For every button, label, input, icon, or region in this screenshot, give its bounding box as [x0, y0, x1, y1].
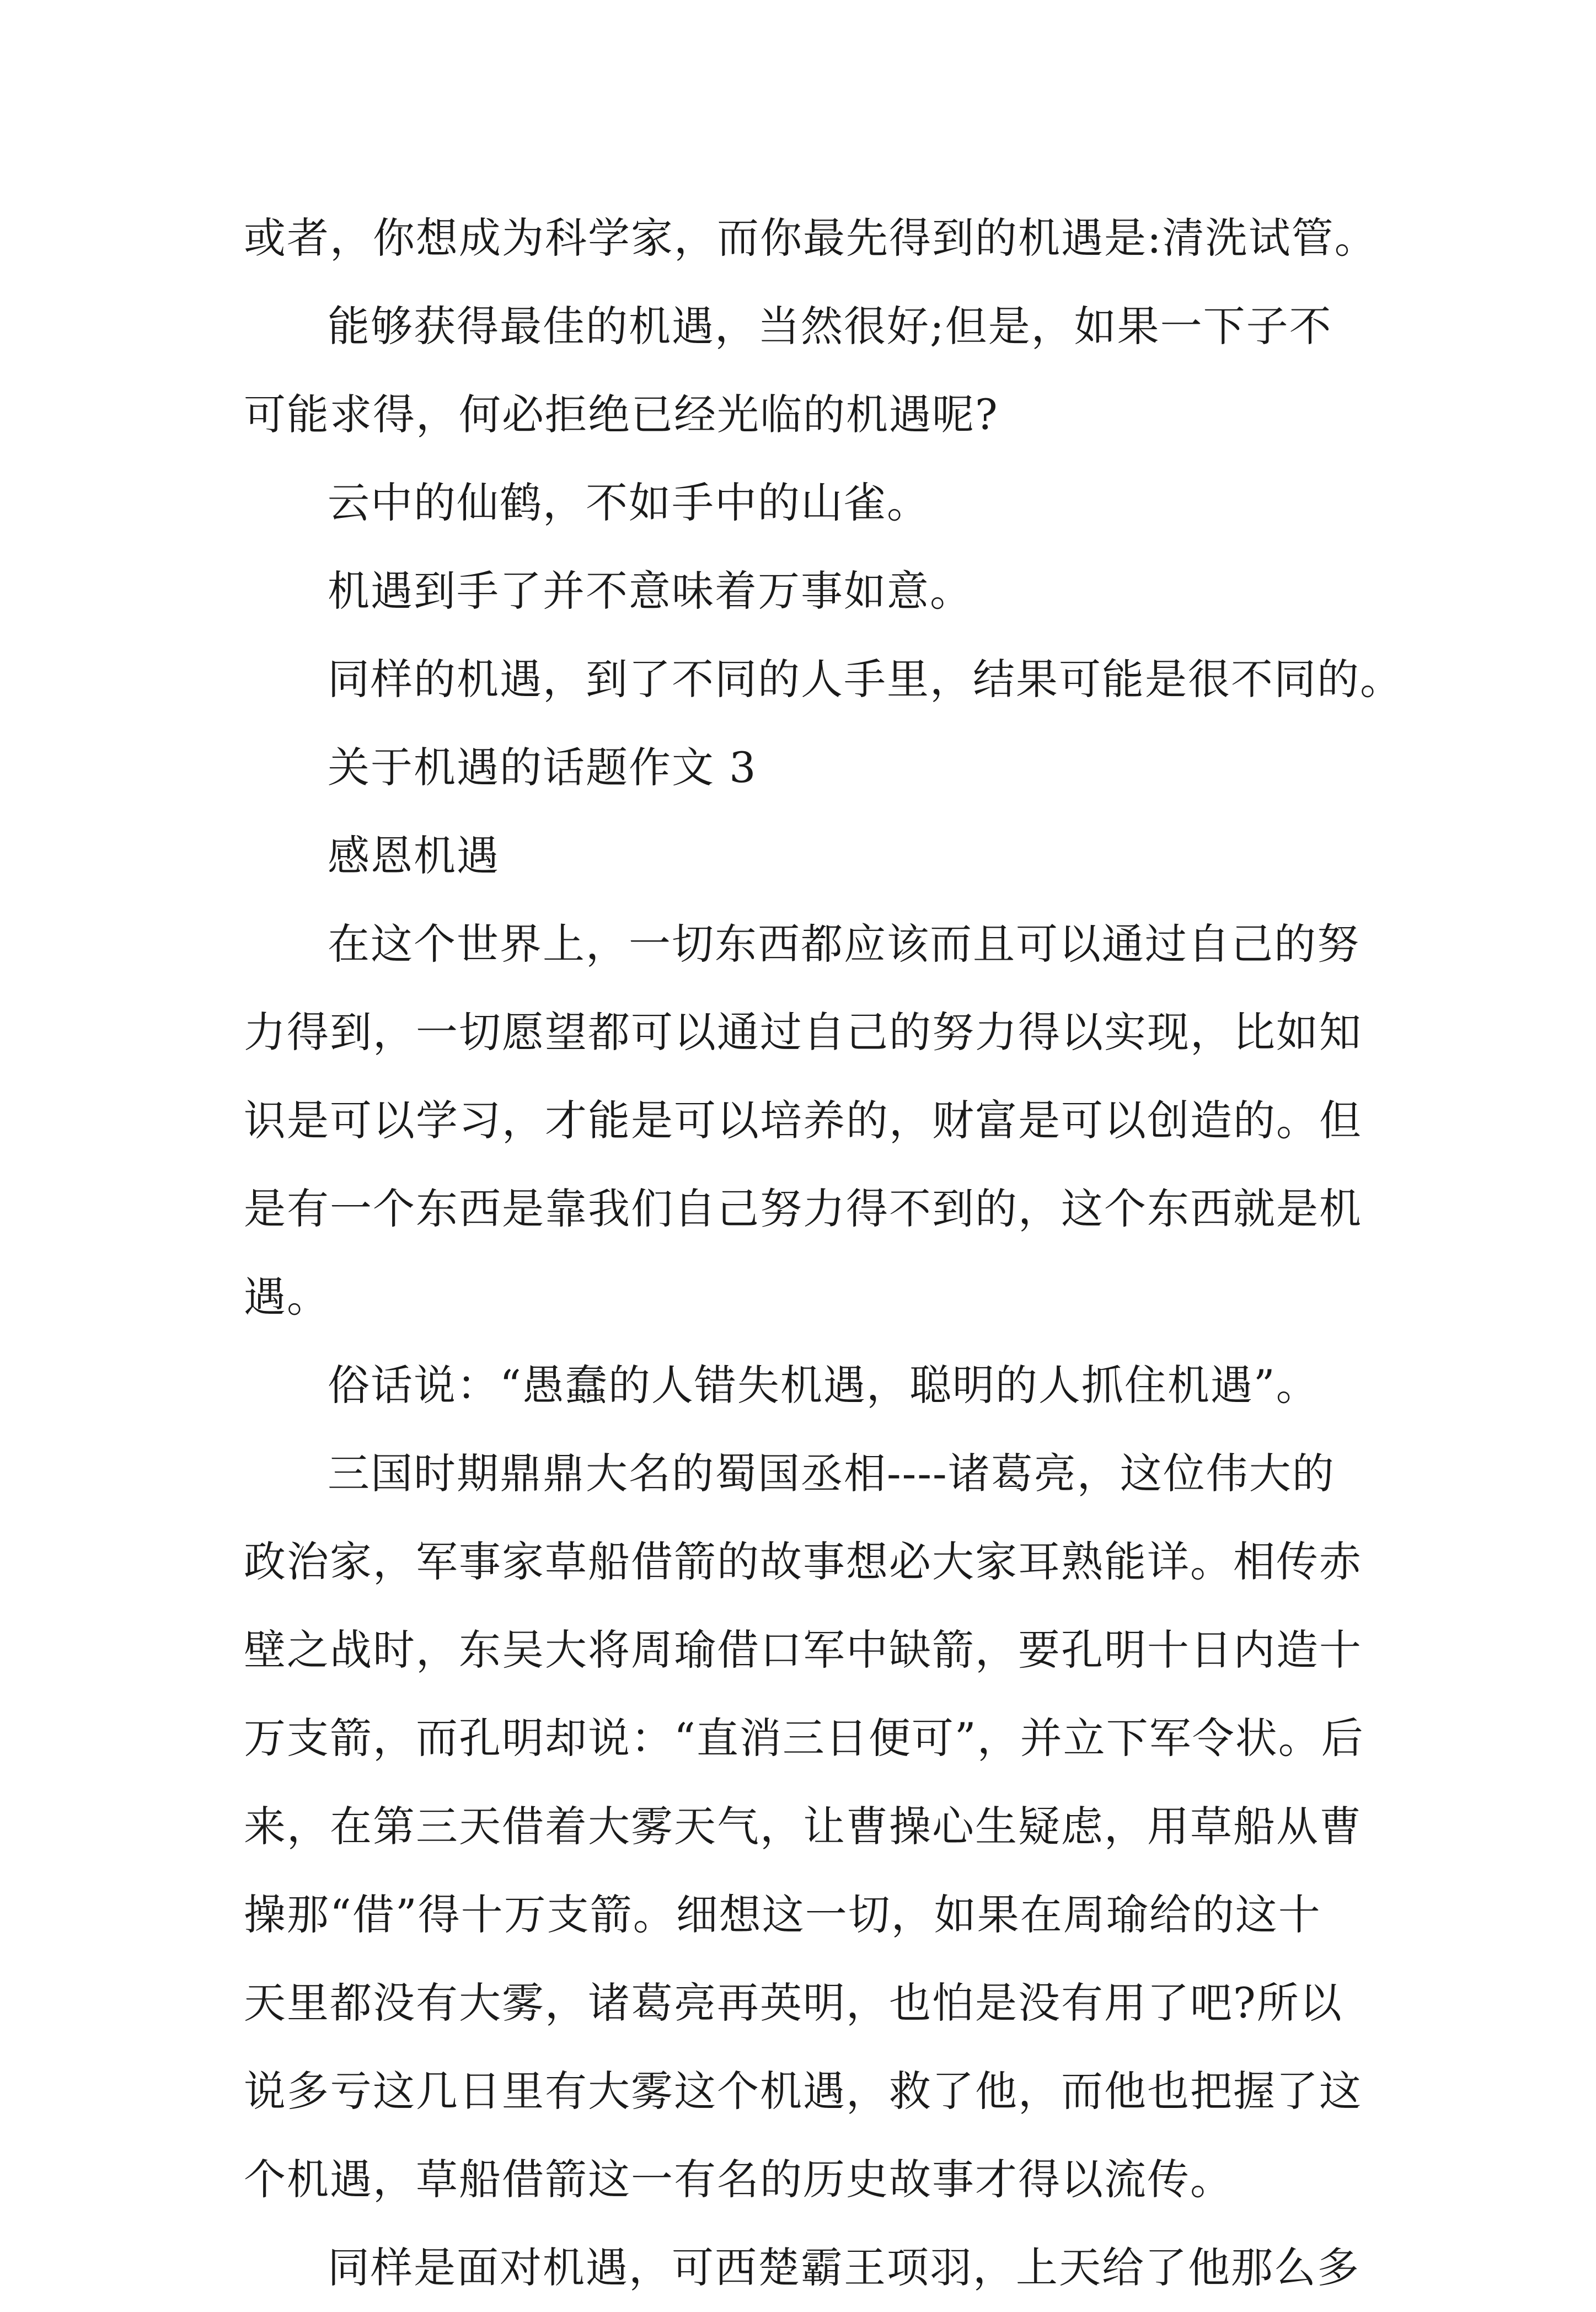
paragraph-9-continued	[244, 1518, 1364, 2224]
paragraph-10	[244, 2224, 1358, 2312]
paragraph-2	[244, 459, 1358, 547]
paragraph-7	[244, 900, 1358, 988]
text-line: 壁之战时，东吴大将周瑜借口军中缺箭，要孔明十日内造十	[244, 1625, 1362, 1674]
text-line: 能够获得最佳的机遇，当然很好;但是，如果一下子不	[328, 302, 1332, 351]
paragraph-1	[244, 282, 1358, 371]
text-line: 关于机遇的话题作文 3	[328, 743, 757, 792]
text-line: 力得到，一切愿望都可以通过自己的努力得以实现，比如知	[244, 1008, 1362, 1057]
paragraph-3	[244, 547, 1358, 635]
text-line: 识是可以学习，才能是可以培养的，财富是可以创造的。但	[244, 1096, 1362, 1145]
text-line: 同样的机遇，到了不同的人手里，结果可能是很不同的。	[328, 655, 1403, 704]
text-line: 感恩机遇	[328, 831, 500, 880]
paragraph-7-continued	[244, 988, 1362, 1341]
text-line: 可能求得，何必拒绝已经光临的机遇呢?	[244, 390, 999, 439]
text-line: 机遇到手了并不意味着万事如意。	[328, 566, 973, 616]
text-line: 万支箭，而孔明却说：“直消三日便可”，并立下军令状。后	[244, 1714, 1364, 1763]
text-line: 云中的仙鹤，不如手中的山雀。	[328, 478, 930, 527]
text-line: 遇。	[244, 1272, 330, 1321]
paragraph-8	[244, 1341, 1358, 1430]
text-line: 来，在第三天借着大雾天气，让曹操心生疑虑，用草船从曹	[244, 1802, 1362, 1851]
text-line: 操那“借”得十万支箭。细想这一切，如果在周瑜给的这十	[244, 1890, 1321, 1939]
text-line: 政治家，军事家草船借箭的故事想必大家耳熟能详。相传赤	[244, 1537, 1362, 1586]
text-line: 三国时期鼎鼎大名的蜀国丞相----诸葛亮，这位伟大的	[328, 1449, 1335, 1498]
text-line: 同样是面对机遇，可西楚霸王项羽，上天给了他那么多	[328, 2243, 1360, 2292]
text-line: 说多亏这几日里有大雾这个机遇，救了他，而他也把握了这	[244, 2067, 1362, 2116]
text-line: 在这个世界上，一切东西都应该而且可以通过自己的努	[328, 919, 1360, 968]
text-line: 个机遇，草船借箭这一有名的历史故事才得以流传。	[244, 2155, 1233, 2204]
text-line: 天里都没有大雾，诸葛亮再英明，也怕是没有用了吧?所以	[244, 1978, 1343, 2027]
paragraph-1-continued	[244, 371, 1358, 459]
document-body	[244, 194, 1403, 2312]
paragraph-0	[244, 194, 1378, 282]
text-line: 俗话说：“愚蠢的人错失机遇，聪明的人抓住机遇”。	[328, 1361, 1319, 1410]
paragraph-4	[244, 635, 1403, 724]
text-line: 是有一个东西是靠我们自己努力得不到的，这个东西就是机	[244, 1184, 1362, 1233]
paragraph-9	[244, 1430, 1358, 1518]
essay-title	[244, 812, 1358, 900]
text-line: 或者，你想成为科学家，而你最先得到的机遇是:清洗试管。	[244, 213, 1378, 263]
section-title	[244, 724, 1358, 812]
